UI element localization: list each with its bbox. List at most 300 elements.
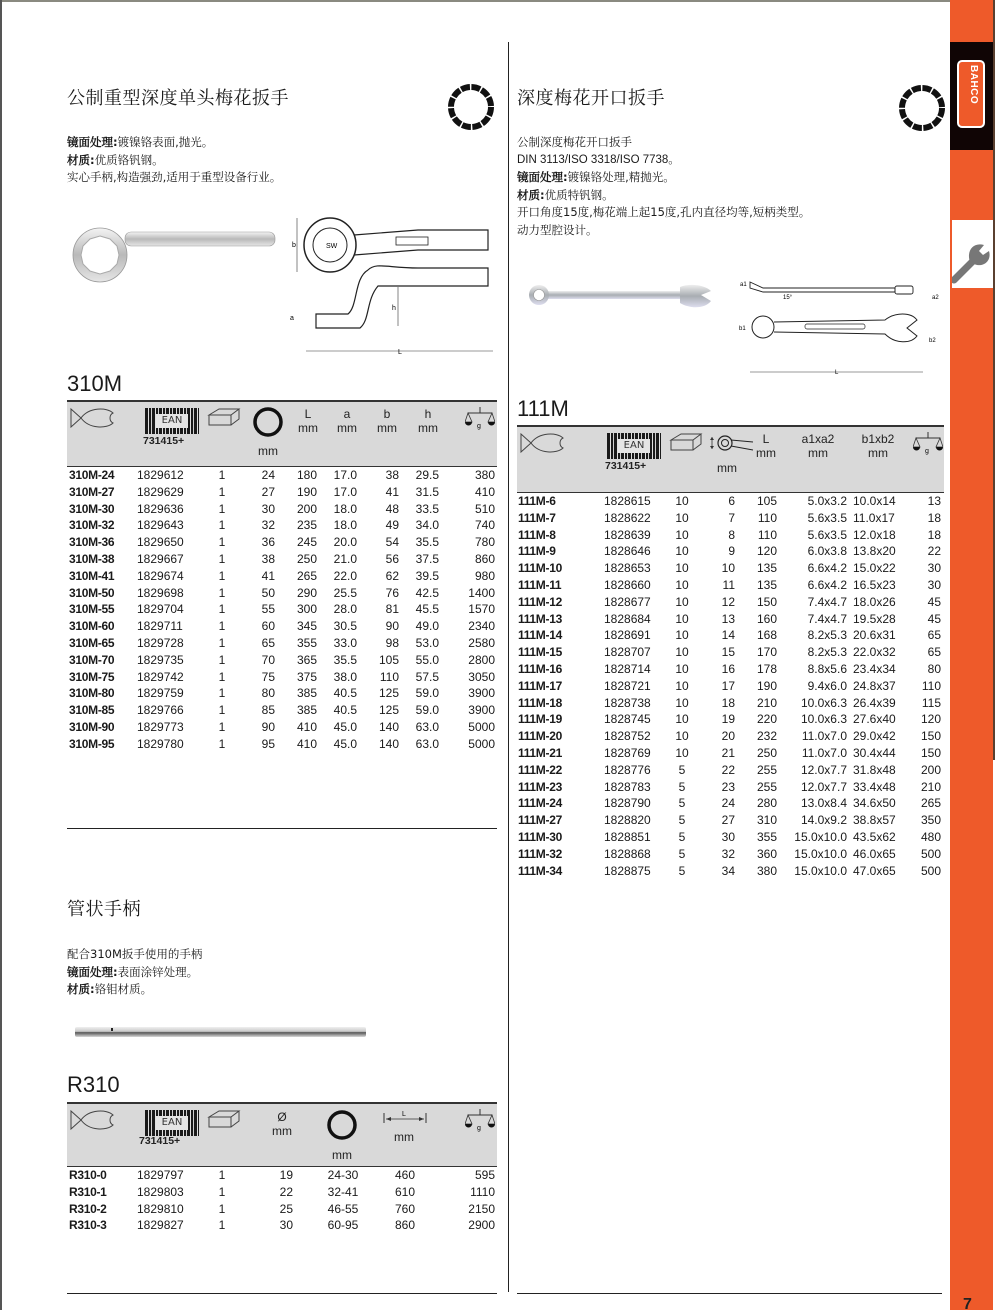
svg-text:b2: b2 (929, 338, 936, 344)
fish-catalog-icon (69, 407, 115, 429)
cell-model: 310M-38 (69, 551, 115, 566)
cell-a: 14.0x9.2 (800, 813, 847, 828)
cell-g: 380 (474, 468, 495, 482)
cell-a: 21.0 (333, 551, 357, 566)
cell-g: 18 (927, 510, 941, 525)
cell-model: 310M-75 (69, 669, 115, 684)
cell-L: 250 (756, 745, 777, 760)
cell-b: 27.6x40 (853, 712, 896, 727)
cell-ean: 1828691 (604, 628, 651, 643)
cell-L: 135 (756, 577, 777, 592)
cell-size: 8 (728, 527, 735, 542)
cell-ean: 1829780 (137, 736, 184, 751)
cell-L: 380 (756, 863, 777, 878)
column-divider (508, 42, 509, 1292)
cell-b: 11.0x17 (853, 510, 895, 525)
cell-h: 33.5 (415, 501, 439, 516)
ean-prefix: 731415+ (139, 1135, 181, 1147)
cell-a: 18.0 (333, 501, 357, 516)
cell-size: 10 (721, 561, 735, 576)
cell-g: 5000 (468, 719, 495, 734)
cell-g: 480 (920, 829, 941, 844)
cell-qty: 1 (218, 518, 226, 533)
cell-a: 10.0x6.3 (800, 695, 847, 710)
cell-b: 105 (378, 652, 399, 667)
cell-a: 8.8x5.6 (807, 661, 847, 676)
page-border-top (0, 0, 950, 2)
table-row (517, 728, 944, 745)
cell-ean: 1829827 (137, 1218, 184, 1233)
cell-qty: 10 (675, 544, 689, 559)
cell-a: 5.0x3.2 (807, 494, 847, 508)
cell-ean: 1829742 (137, 669, 184, 684)
diagram-111m (735, 272, 945, 384)
table-row (67, 618, 497, 635)
desc-line: 动力型腔设计。 (517, 222, 598, 237)
cell-g: 45 (927, 594, 941, 609)
table-row (67, 467, 497, 484)
cell-g: 30 (927, 577, 941, 592)
cell-g: 22 (927, 544, 941, 559)
cell-qty: 5 (678, 796, 686, 811)
cell-size: 41 (261, 568, 275, 583)
svg-text:b1: b1 (739, 326, 746, 332)
size-unit: mm (717, 461, 737, 475)
table-row (67, 635, 497, 652)
cell-g: 110 (921, 678, 941, 693)
cell-a: 40.5 (333, 703, 357, 718)
cell-a: 15.0x10.0 (794, 846, 847, 861)
cell-L: 190 (756, 678, 777, 693)
cell-ean: 1829674 (137, 568, 184, 583)
cell-g: 3900 (468, 686, 495, 701)
svg-text:a: a (290, 315, 294, 322)
cell-a: 6.6x4.2 (807, 577, 847, 592)
table-row (67, 534, 497, 551)
cell-ean: 1829711 (137, 619, 183, 634)
cell-size: 75 (261, 669, 275, 684)
cell-b: 110 (379, 669, 399, 684)
cell-qty: 10 (675, 745, 689, 760)
cell-a: 5.6x3.5 (807, 527, 847, 542)
cell-ean: 1828653 (604, 561, 651, 576)
cell-range: 60-95 (327, 1218, 359, 1233)
cell-size: 21 (721, 745, 735, 760)
ean-prefix: 731415+ (605, 460, 647, 472)
cell-L: 120 (756, 544, 777, 559)
cell-model: 310M-70 (69, 652, 115, 667)
description-r310 (67, 946, 202, 999)
cell-ean: 1829650 (137, 535, 184, 550)
cell-L: 235 (296, 518, 317, 533)
table-row (67, 669, 497, 686)
cell-b: 23.4x34 (853, 661, 896, 676)
cell-a: 5.6x3.5 (807, 510, 847, 525)
cell-b: 81 (385, 602, 399, 617)
cell-L: 460 (394, 1168, 416, 1182)
table-body (517, 492, 944, 879)
cell-qty: 10 (675, 661, 689, 676)
table-row (517, 846, 944, 863)
cell-b: 22.0x32 (853, 645, 896, 660)
cell-L: 190 (296, 484, 317, 499)
cell-L: 290 (296, 585, 317, 600)
cell-qty: 1 (218, 501, 226, 516)
cell-g: 45 (927, 611, 941, 626)
cell-qty: 1 (218, 619, 226, 634)
cell-qty: 1 (218, 1201, 226, 1216)
cell-b: 48 (385, 501, 399, 516)
cell-dia: 25 (279, 1201, 293, 1216)
cell-g: 150 (920, 745, 941, 760)
cell-size: 60 (261, 619, 275, 634)
cell-model: 111M-12 (518, 594, 562, 609)
cell-h: 37.5 (415, 551, 439, 566)
cell-h: 35.5 (415, 535, 439, 550)
cell-b: 56 (385, 551, 399, 566)
cell-size: 6 (728, 494, 735, 508)
cell-L: 255 (756, 762, 777, 777)
table-row (517, 745, 944, 762)
spec-table-111m (517, 425, 944, 879)
table-row (517, 863, 944, 880)
cell-a: 17.0 (333, 468, 357, 482)
cell-qty: 5 (678, 779, 686, 794)
weight-scale-icon (465, 1108, 495, 1132)
cell-g: 980 (474, 568, 495, 583)
cell-qty: 1 (218, 703, 226, 718)
product-photo-r310 (75, 1025, 367, 1039)
cell-qty: 1 (218, 686, 226, 701)
cell-qty: 10 (675, 645, 689, 660)
svg-text:15°: 15° (783, 295, 793, 301)
cell-a: 33.0 (333, 635, 357, 650)
cell-ean: 1828622 (604, 510, 651, 525)
cell-L: 355 (756, 829, 777, 844)
cell-qty: 5 (678, 846, 686, 861)
cell-h: 34.0 (415, 518, 439, 533)
ean-barcode-icon: EAN (607, 433, 661, 459)
cell-qty: 1 (218, 484, 226, 499)
cell-b: 34.6x50 (853, 796, 896, 811)
cell-L: 365 (296, 652, 317, 667)
cell-g: 500 (920, 863, 941, 878)
svg-text:h: h (392, 305, 396, 312)
cell-h: 59.0 (415, 703, 439, 718)
col-diameter: Ø mm (272, 1110, 292, 1138)
cell-size: 23 (721, 779, 735, 794)
cell-size: 14 (721, 628, 735, 643)
cell-a: 45.0 (333, 719, 357, 734)
page-border-left (0, 0, 2, 1310)
cell-size: 65 (261, 635, 275, 650)
cell-b: 19.5x28 (853, 611, 896, 626)
cell-ean: 1828776 (604, 762, 651, 777)
cell-ean: 1829629 (137, 484, 184, 499)
cell-b: 16.5x23 (853, 577, 896, 592)
cell-g: 595 (474, 1168, 495, 1182)
cell-size: 11 (722, 577, 735, 592)
package-quantity-icon (667, 432, 705, 452)
desc-line: 公制深度梅花开口扳手 (517, 135, 632, 149)
cell-L: 105 (756, 494, 777, 508)
cell-model: 310M-36 (69, 535, 115, 550)
cell-a: 38.0 (333, 669, 357, 684)
cell-model: 111M-7 (518, 510, 556, 525)
weight-scale-icon (913, 431, 943, 455)
cell-qty: 5 (678, 762, 686, 777)
desc-line: DIN 3113/ISO 3318/ISO 7738。 (517, 153, 680, 166)
cell-qty: 10 (675, 712, 689, 727)
cell-L: 245 (296, 535, 317, 550)
cell-qty: 1 (218, 669, 226, 684)
cell-dia: 30 (279, 1218, 293, 1233)
cell-qty: 1 (218, 719, 226, 734)
cell-ean: 1828790 (604, 796, 651, 811)
table-row (517, 644, 944, 661)
svg-text:a2: a2 (932, 295, 939, 301)
cell-qty: 10 (675, 561, 689, 576)
cell-b: 38.8x57 (853, 813, 896, 828)
svg-text:g: g (477, 423, 481, 430)
length-dimension-icon (383, 1110, 427, 1124)
cell-L: 860 (394, 1218, 416, 1233)
svg-text:SW: SW (326, 243, 338, 250)
cell-b: 46.0x65 (853, 846, 896, 861)
cell-qty: 1 (218, 736, 226, 751)
cell-size: 24 (261, 468, 275, 482)
cell-L: 200 (296, 501, 317, 516)
section-rule (67, 1293, 497, 1294)
svg-text:L: L (835, 370, 839, 376)
table-row (517, 627, 944, 644)
cell-L: 280 (756, 796, 777, 811)
col-L: L mm (756, 432, 776, 460)
cell-ean: 1828820 (604, 813, 651, 828)
model-title-r310: R310 (67, 1072, 120, 1097)
table-row (517, 812, 944, 829)
cell-g: 120 (920, 712, 941, 727)
cell-size: 55 (261, 602, 275, 617)
cell-qty: 5 (678, 813, 686, 828)
cell-L: 410 (296, 719, 317, 734)
cell-a: 12.0x7.7 (800, 779, 847, 794)
svg-text:L: L (398, 349, 402, 356)
cell-L: 180 (296, 468, 317, 482)
cell-L: 232 (756, 729, 777, 744)
cell-b: 54 (385, 535, 399, 550)
cell-model: 111M-8 (518, 527, 556, 542)
cell-a: 7.4x4.7 (807, 594, 847, 609)
description-310m (67, 134, 281, 187)
col-h: h mm (418, 407, 438, 435)
product-photo-111m (525, 283, 715, 313)
table-header (517, 425, 944, 492)
cell-a: 45.0 (333, 736, 357, 751)
cell-L: 375 (296, 669, 317, 684)
cell-ean: 1829797 (137, 1168, 184, 1182)
svg-text:g: g (477, 1125, 481, 1132)
cell-g: 30 (927, 561, 941, 576)
table-row (517, 829, 944, 846)
cell-model: R310-0 (69, 1168, 107, 1182)
table-body (67, 466, 497, 753)
cell-qty: 1 (218, 1218, 226, 1233)
cell-a: 12.0x7.7 (800, 762, 847, 777)
cell-h: 42.5 (415, 585, 439, 600)
cell-size: 24 (721, 796, 735, 811)
cell-ean: 1828868 (604, 846, 651, 861)
size-unit: mm (332, 1148, 352, 1162)
cell-model: 111M-32 (518, 846, 562, 861)
cell-size: 27 (721, 813, 735, 828)
cell-g: 1400 (468, 585, 495, 600)
desc-line: 开口角度15度,梅花端上起15度,孔内直径均等,短柄类型。 (517, 205, 811, 219)
cell-model: R310-3 (69, 1218, 107, 1233)
size-unit: mm (258, 444, 278, 458)
cell-ean: 1828851 (604, 829, 651, 844)
cell-size: 18 (721, 695, 735, 710)
cell-model: 111M-18 (518, 695, 562, 710)
cell-model: 111M-21 (518, 745, 562, 760)
cell-a: 17.0 (333, 484, 357, 499)
brand-side-band (950, 0, 993, 1310)
cell-b: 15.0x22 (853, 561, 896, 576)
section-title-310m: 公制重型深度单头梅花扳手 (67, 88, 289, 109)
cell-a: 25.5 (333, 585, 357, 600)
cell-L: 168 (756, 628, 777, 643)
twelve-point-ring-icon (447, 83, 495, 131)
cell-ean: 1828745 (604, 712, 651, 727)
cell-model: 111M-34 (518, 863, 562, 878)
table-row (67, 702, 497, 719)
cell-size: 30 (261, 501, 275, 516)
cell-g: 2150 (468, 1201, 495, 1216)
cell-h: 63.0 (415, 736, 439, 751)
brand-name: BAHCO (968, 65, 979, 105)
cell-model: 111M-10 (518, 561, 562, 576)
cell-qty: 10 (675, 527, 689, 542)
cell-range: 24-30 (327, 1168, 359, 1182)
cell-size: 95 (261, 736, 275, 751)
fish-catalog-icon (69, 1109, 115, 1131)
cell-ean: 1829667 (137, 551, 184, 566)
cell-L: 385 (296, 703, 317, 718)
cell-size: 32 (261, 518, 275, 533)
cell-model: 111M-24 (518, 796, 562, 811)
cell-qty: 10 (675, 510, 689, 525)
cell-ean: 1828639 (604, 527, 651, 542)
table-row (517, 560, 944, 577)
cell-b: 26.4x39 (853, 695, 896, 710)
cell-g: 510 (474, 501, 495, 516)
table-body (67, 1166, 497, 1234)
cell-g: 150 (920, 729, 941, 744)
cell-L: 135 (756, 561, 777, 576)
cell-qty: 1 (218, 652, 226, 667)
cell-ean: 1829810 (137, 1201, 184, 1216)
cell-b: 125 (378, 686, 399, 701)
cell-ean: 1828769 (604, 745, 651, 760)
model-title-310m: 310M (67, 371, 123, 396)
cell-ean: 1829773 (137, 719, 184, 734)
cell-b: 33.4x48 (853, 779, 896, 794)
bahco-logo (957, 60, 985, 128)
cell-L: 110 (757, 510, 777, 525)
cell-b: 18.0x26 (853, 594, 896, 609)
cell-b: 24.8x37 (853, 678, 896, 693)
cell-model: 111M-17 (518, 678, 562, 693)
cell-a: 6.0x3.8 (807, 544, 847, 559)
cell-size: 16 (721, 661, 735, 676)
cell-h: 39.5 (415, 568, 439, 583)
cell-b: 76 (385, 585, 399, 600)
fish-catalog-icon (519, 432, 565, 454)
desc-line: 配合310M扳手使用的手柄 (67, 947, 203, 961)
spec-table-310m (67, 400, 497, 753)
cell-h: 59.0 (415, 686, 439, 701)
col-L: L mm (298, 407, 318, 435)
cell-L: 385 (296, 686, 317, 701)
cell-a: 40.5 (333, 686, 357, 701)
cell-a: 28.0 (333, 602, 357, 617)
col-b1xb2: b1xb2 mm (861, 432, 895, 460)
cell-size: 27 (261, 484, 275, 499)
cell-model: R310-1 (69, 1184, 107, 1199)
table-row (517, 493, 944, 510)
cell-g: 2580 (468, 635, 495, 650)
cell-model: 310M-90 (69, 719, 115, 734)
wrench-category-tab[interactable] (952, 220, 993, 288)
cell-b: 140 (378, 719, 399, 734)
table-row (517, 762, 944, 779)
cell-g: 18 (927, 527, 941, 542)
table-row (517, 577, 944, 594)
cell-a: 20.0 (333, 535, 357, 550)
cell-qty: 10 (675, 494, 689, 508)
cell-b: 49 (385, 518, 399, 533)
section-title-111m: 深度梅花开口扳手 (517, 88, 665, 109)
cell-ean: 1829803 (137, 1184, 184, 1199)
table-row (517, 695, 944, 712)
cell-g: 80 (927, 661, 941, 676)
description-111m (517, 134, 810, 239)
cell-qty: 1 (218, 602, 226, 617)
cell-size: 32 (721, 846, 735, 861)
cell-g: 2340 (468, 619, 495, 634)
cell-g: 5000 (468, 736, 495, 751)
cell-b: 10.0x14 (853, 494, 896, 508)
cell-L: 300 (296, 602, 317, 617)
cell-model: 111M-16 (518, 661, 562, 676)
col-a: a mm (337, 407, 357, 435)
cell-g: 200 (920, 762, 941, 777)
desc-line: 镜面处理:镀镍铬表面,抛光。 (67, 135, 214, 149)
cell-b: 140 (378, 736, 399, 751)
cell-g: 410 (474, 484, 495, 499)
desc-line: 材质:铬钼材质。 (67, 982, 153, 996)
cell-g: 65 (927, 628, 941, 643)
cell-model: 310M-32 (69, 518, 115, 533)
cell-model: 111M-20 (518, 729, 562, 744)
cell-b: 125 (378, 703, 399, 718)
cell-ean: 1829643 (137, 518, 184, 533)
ring-size-icon (326, 1109, 358, 1141)
cell-model: 310M-50 (69, 585, 115, 600)
cell-ean: 1828875 (604, 863, 651, 878)
cell-size: 50 (261, 585, 275, 600)
cell-size: 36 (261, 535, 275, 550)
